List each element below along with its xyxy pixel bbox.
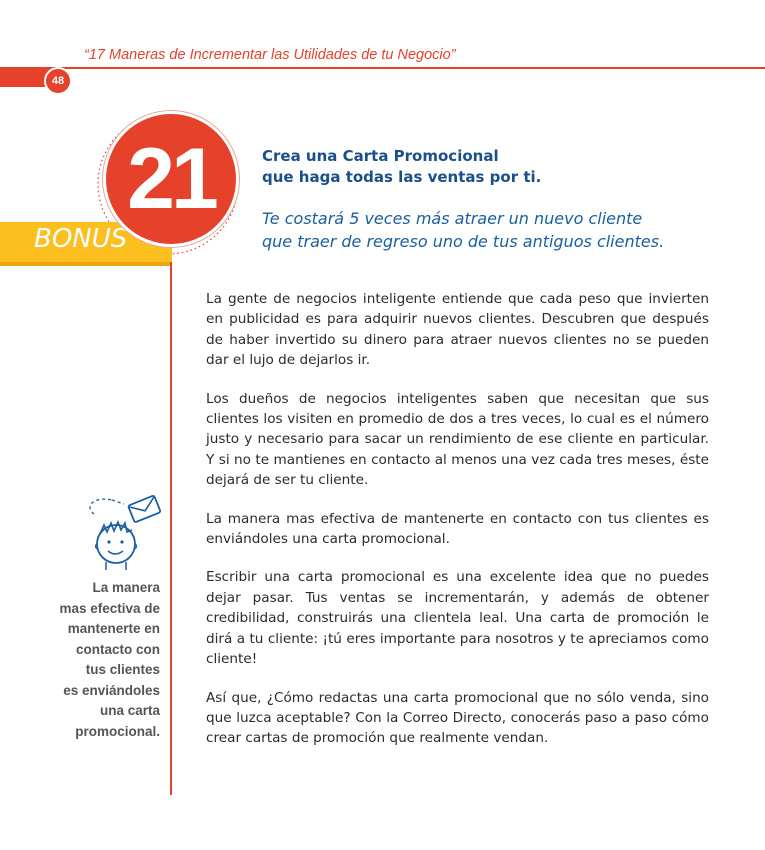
quote-line: una carta [99,703,160,718]
quote-line: contacto con [75,641,160,657]
chapter-number: 21 [127,131,215,227]
running-header-title: “17 Maneras de Incrementar las Utilidades de tu Negocio” [84,47,456,63]
heading-line-2: que haga todas las ventas por ti. [262,168,542,186]
quote-line: promocional. [75,723,160,739]
bonus-label: BONUS [34,224,128,254]
person-sending-envelope-icon [72,492,172,570]
subtitle-line-1: Te costará 5 veces más atraer un nuevo cliente [262,209,643,228]
body-paragraph: Escribir una carta promocional es una excelente idea que no puedes dejar pasar. Tus ventas se incrementarán, y además de obtener credibilidad, construirás una clientela leal. Una carta de promoción le dirá a tu cliente: ¡tú eres importante para nosotros y te apreciamos como cliente! [206,569,709,668]
header-rule [62,67,765,69]
chapter-subtitle [262,207,664,253]
chapter-heading [262,146,541,188]
quote-line: La manera [92,580,160,595]
body-text [206,289,709,767]
subtitle-line-2: que traer de regreso uno de tus antiguos clientes. [262,232,665,251]
body-paragraph: Los dueños de negocios inteligentes saben que necesitan que sus clientes los visiten en promedio de dos a tres veces, lo cual es el número justo y necesario para sacar un rendimiento de ese cliente en particular. Y si no te mantienes en contacto al menos una vez cada tres meses, éste dejará de ser tu cliente. [206,390,709,489]
quote-line: mas efectiva de [59,600,160,616]
body-paragraph: La manera mas efectiva de mantenerte en contacto con tus clientes es enviándoles una carta promocional. [206,510,709,548]
sidebar-pull-quote [40,578,160,742]
quote-line: es enviándoles [63,682,160,698]
body-paragraph: Así que, ¿Cómo redactas una carta promocional que no sólo venda, sino que luzca aceptable? Con la Correo Directo, conocerás paso a paso cómo crear cartas de promoción que realmente vendan. [206,689,709,747]
page-number: 48 [44,67,72,95]
heading-line-1: Crea una Carta Promocional [262,147,499,165]
bonus-banner-shadow [0,262,172,266]
body-paragraph: La gente de negocios inteligente entiende que cada peso que invierten en publicidad es para adquirir nuevos clientes. Descubren que después de haber invertido su dinero para atraer nuevos clientes no se pueden dar el lujo de dejarlos ir. [206,291,709,369]
quote-line: mantenerte en [67,621,160,636]
quote-line: tus clientes [85,662,160,677]
